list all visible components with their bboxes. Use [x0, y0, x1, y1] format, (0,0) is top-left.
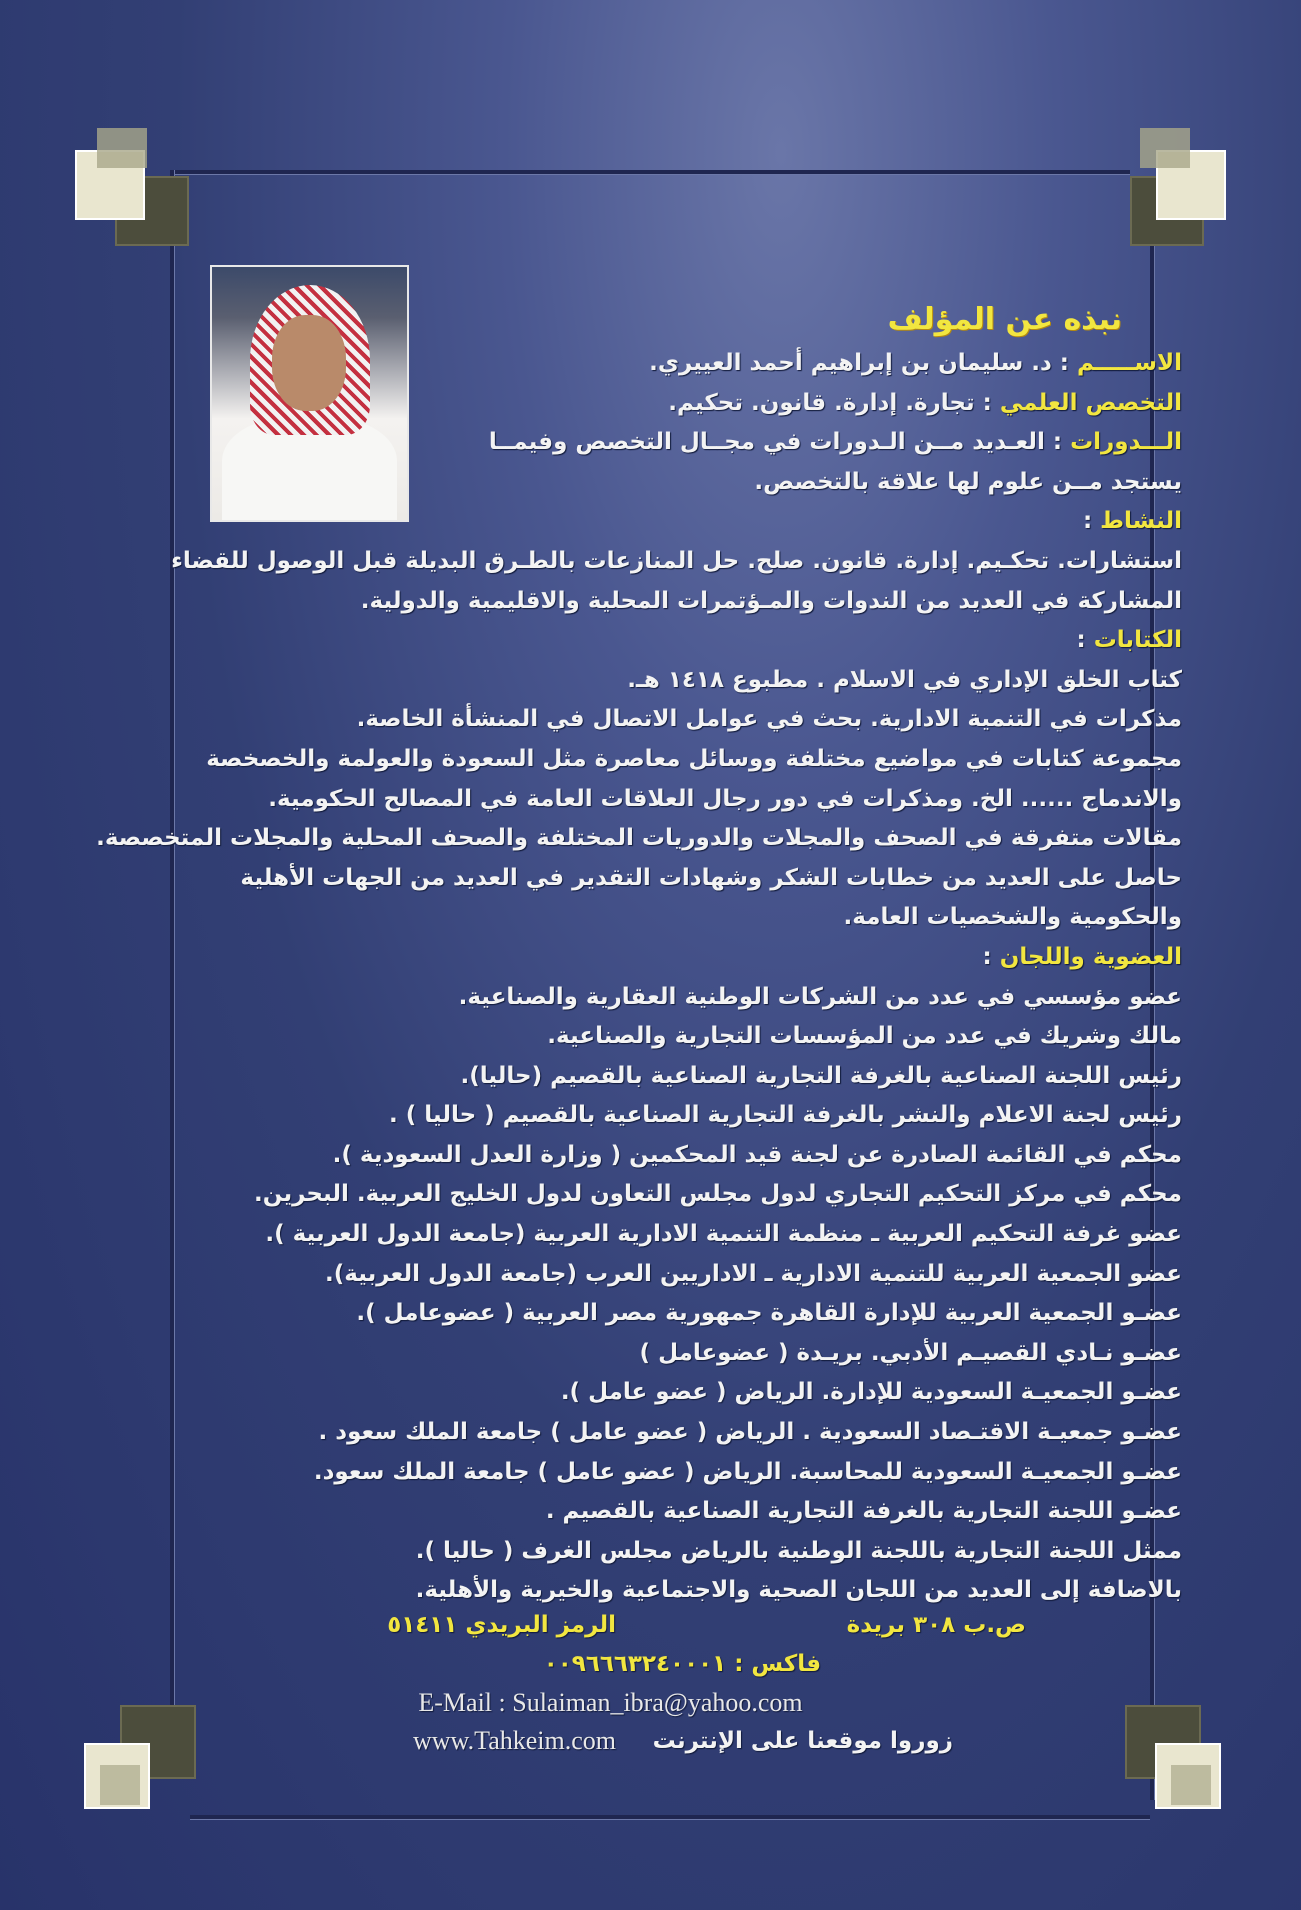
- bio-line: والاندماج ...... الخ. ومذكرات في دور رجال العلاقات العامة في المصالح الحكومية.: [268, 785, 1182, 812]
- membership-heading: [182, 938, 1182, 978]
- bio-line: والحكومية والشخصيات العامة.: [843, 904, 1182, 931]
- corner-ornament-bottom-right: [1125, 1705, 1245, 1825]
- bio-line: استشارات. تحكـيم. إدارة. قانون. صلح. حل المنازعات بالطـرق البديلة قبل الوصول للقضاء: [171, 547, 1182, 574]
- membership-list: [182, 978, 1182, 1612]
- specialization-label: التخصص العلمي: [999, 389, 1182, 416]
- website-link[interactable]: www.Tahkeim.com: [413, 1726, 616, 1755]
- writings-label: الكتابات: [1093, 627, 1182, 654]
- email-row: [0, 1688, 1261, 1718]
- bio-line: عضو مؤسسي في عدد من الشركات الوطنية العقارية والصناعية.: [458, 983, 1182, 1010]
- activity-list: [171, 542, 1182, 621]
- frame-left-line: [170, 170, 174, 1750]
- bio-line: مذكرات في التنمية الادارية. بحث في عوامل الاتصال في المنشأة الخاصة.: [356, 706, 1182, 733]
- writings-colon: :: [1076, 627, 1086, 654]
- membership-label: العضوية واللجان: [999, 943, 1182, 970]
- writings-heading: [182, 621, 1182, 661]
- fax-number: فاكس : ٠٠٩٦٦٦٣٢٤٠٠٠١: [543, 1651, 821, 1677]
- corner-ornament-bottom-left: [80, 1705, 200, 1825]
- name-label: الاســـــم: [1077, 350, 1182, 376]
- corner-ornament-top-right: [1120, 128, 1240, 248]
- activity-heading: [182, 502, 1182, 542]
- bio-line: رئيس اللجنة الصناعية بالغرفة التجارية الصناعية بالقصيم (حاليا).: [460, 1062, 1182, 1089]
- bio-line: المشاركة في العديد من الندوات والمـؤتمرات المحلية والاقليمية والدولية.: [360, 587, 1182, 614]
- bio-line: بالاضافة إلى العديد من اللجان الصحية والاجتماعية والخيرية والأهلية.: [415, 1577, 1182, 1604]
- bio-line: عضو غرفة التحكيم العربية ـ منظمة التنمية الادارية العربية (جامعة الدول العربية ).: [265, 1221, 1182, 1248]
- bio-line: مجموعة كتابات في مواضيع مختلفة ووسائل معاصرة مثل السعودة والعولمة والخصخصة: [206, 745, 1182, 772]
- bio-line: عضـو الجمعية العربية للإدارة القاهرة جمهورية مصر العربية ( عضوعامل ).: [356, 1300, 1182, 1327]
- bio-line: محكم في القائمة الصادرة عن لجنة قيد المحكمين ( وزارة العدل السعودية ).: [332, 1141, 1182, 1168]
- name-value: : د. سليمان بن إبراهيم أحمد العييري.: [649, 350, 1069, 376]
- courses-continuation: يستجد مــن علوم لها علاقة بالتخصص.: [754, 468, 1182, 495]
- frame-bottom-line: [190, 1815, 1150, 1819]
- bio-line: ممثل اللجنة التجارية باللجنة الوطنية بالرياض مجلس الغرف ( حاليا ).: [415, 1537, 1182, 1564]
- bio-line: كتاب الخلق الإداري في الاسلام . مطبوع ١٤١٨ هـ.: [627, 666, 1182, 693]
- bio-line: عضـو جمعيـة الاقتـصاد السعودية . الرياض ( عضو عامل ) جامعة الملك سعود .: [318, 1419, 1182, 1446]
- courses-label: الـــدورات: [1070, 429, 1182, 456]
- frame-top-line: [170, 170, 1130, 174]
- author-bio: [96, 300, 1182, 1611]
- specialization-row: [182, 384, 1182, 424]
- name-row: [182, 344, 1182, 384]
- writings-list: [96, 661, 1182, 938]
- membership-colon: :: [982, 943, 992, 970]
- specialization-value: : تجارة. إدارة. قانون. تحكيم.: [668, 389, 992, 416]
- courses-row: [182, 423, 1182, 463]
- activity-label: النشاط: [1100, 508, 1182, 535]
- bio-line: مقالات متفرقة في الصحف والمجلات والدوريات المختلفة والصحف المحلية والمجلات المتخصصة.: [96, 825, 1182, 852]
- bio-line: عضـو الجمعيـة السعودية للمحاسبة. الرياض ( عضو عامل ) جامعة الملك سعود.: [313, 1458, 1182, 1485]
- bio-line: عضـو نـادي القصيـم الأدبي. بريـدة ( عضوعامل ): [639, 1339, 1182, 1366]
- corner-ornament-top-left: [75, 128, 195, 248]
- po-box: ص.ب ٣٠٨ بريدة: [846, 1612, 1026, 1638]
- bio-line: عضـو اللجنة التجارية بالغرفة التجارية الصناعية بالقصيم .: [545, 1498, 1182, 1525]
- bio-line: عضـو الجمعيـة السعودية للإدارة. الرياض ( عضو عامل ).: [560, 1379, 1182, 1406]
- bio-line: مالك وشريك في عدد من المؤسسات التجارية والصناعية.: [547, 1023, 1182, 1050]
- bio-line: حاصل على العديد من خطابات الشكر وشهادات التقدير في العديد من الجهات الأهلية: [240, 864, 1182, 891]
- email-link[interactable]: E-Mail : Sulaiman_ibra@yahoo.com: [418, 1688, 803, 1717]
- bio-line: رئيس لجنة الاعلام والنشر بالغرفة التجارية الصناعية بالقصيم ( حاليا ) .: [389, 1102, 1182, 1129]
- courses-value: : العـديد مــن الـدورات في مجــال التخصص وفيمــا: [488, 429, 1063, 456]
- activity-colon: :: [1082, 508, 1093, 535]
- bio-title: نبذه عن المؤلف: [887, 302, 1122, 337]
- postal-code: الرمز البريدي ٥١٤١١: [387, 1612, 616, 1638]
- bio-line: عضو الجمعية العربية للتنمية الادارية ـ الاداريين العرب (جامعة الدول العربية).: [325, 1260, 1182, 1287]
- website-label: زوروا موقعنا على الإنترنت: [652, 1728, 953, 1754]
- bio-line: محكم في مركز التحكيم التجاري لدول مجلس التعاون لدول الخليج العربية. البحرين.: [254, 1181, 1182, 1208]
